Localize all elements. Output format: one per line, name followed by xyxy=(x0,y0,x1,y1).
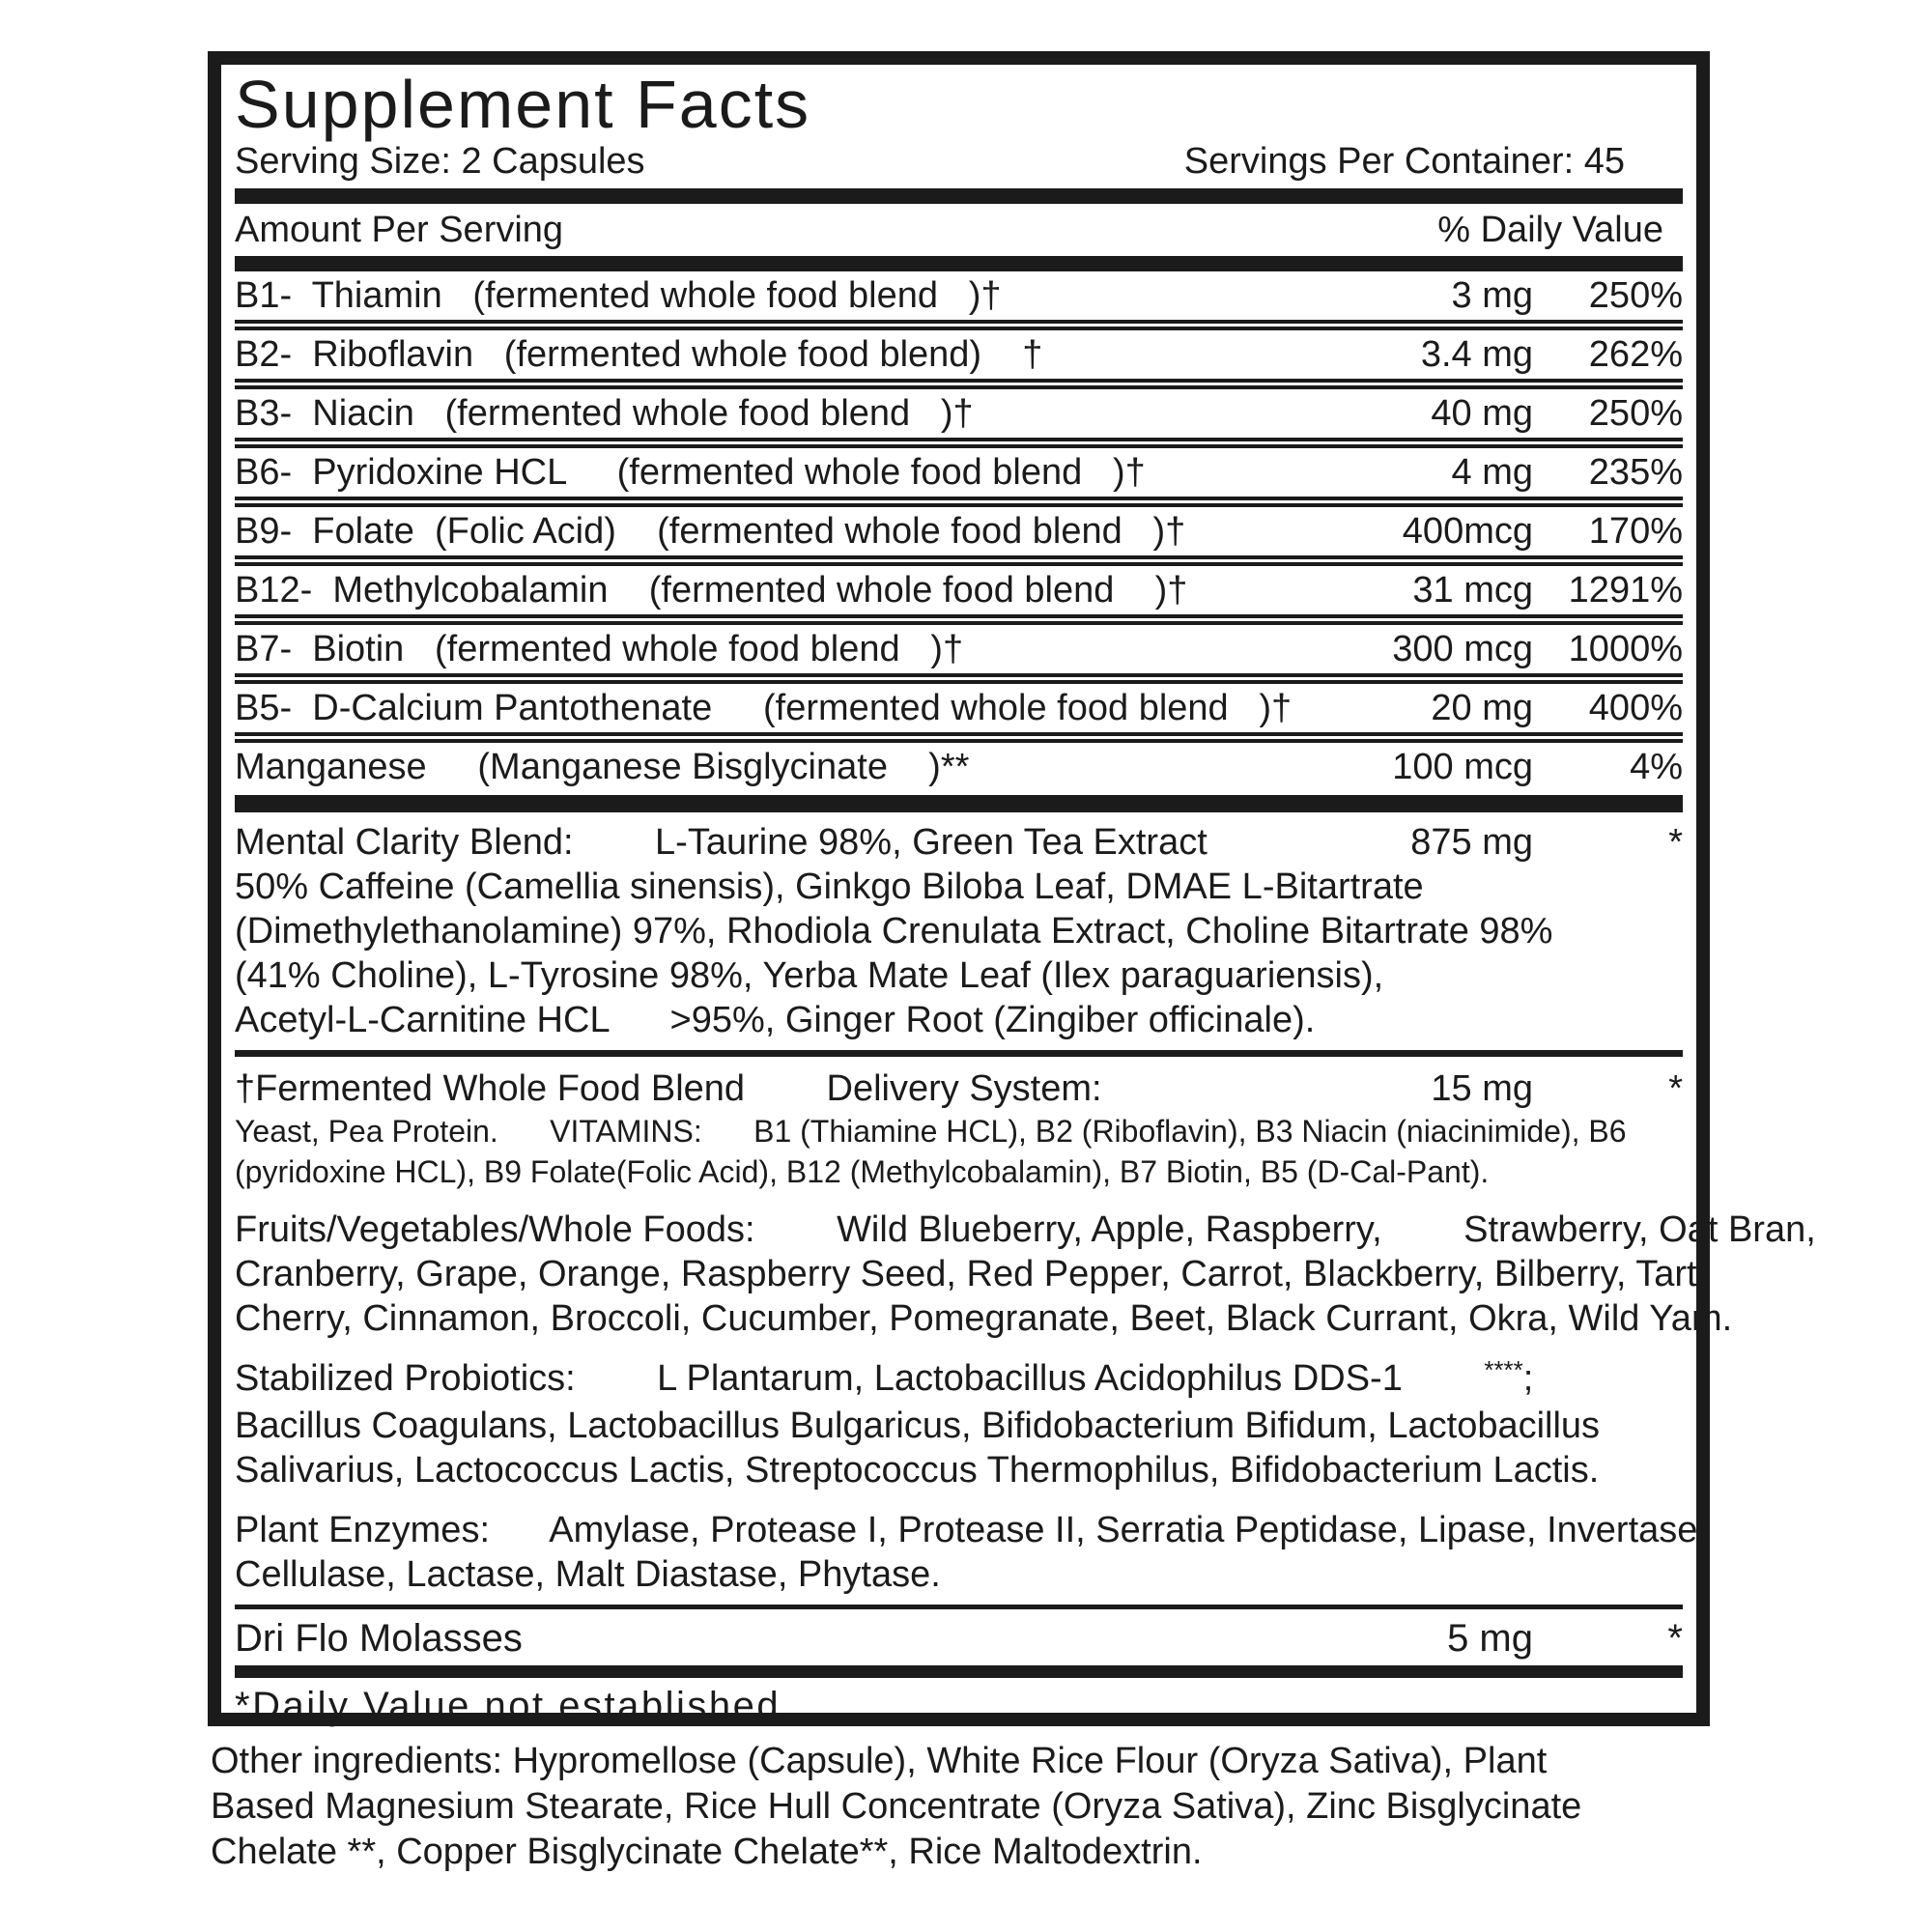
nutrient-amount: 31 mcg xyxy=(1412,570,1533,611)
nutrient-amount: 400mcg xyxy=(1402,511,1533,552)
divider-medium xyxy=(235,1050,1683,1057)
divider-double xyxy=(235,673,1683,684)
probiotics-header-line xyxy=(235,1356,1683,1404)
nutrient-daily-value: 1291% xyxy=(1568,570,1683,611)
blend-text-line: (pyridoxine HCL), B9 Folate(Folic Acid), B12 (Methylcobalamin), B7 Biotin, B5 (D-Cal-Pant). xyxy=(235,1154,1490,1189)
ingredient-text-line: Cherry, Cinnamon, Broccoli, Cucumber, Pomegranate, Beet, Black Currant, Okra, Wild Yam. xyxy=(235,1298,1733,1339)
table-row xyxy=(235,743,1683,791)
asterisks-superscript: **** xyxy=(1484,1355,1523,1384)
nutrient-amount: 300 mcg xyxy=(1392,629,1533,669)
ingredient-text-line: Bacillus Coagulans, Lactobacillus Bulgaricus, Bifidobacterium Bifidum, Lactobacillus xyxy=(235,1406,1601,1446)
fermented-blend-section xyxy=(235,1066,1683,1192)
nutrient-name: B7- Biotin (fermented whole food blend )† xyxy=(235,629,964,669)
divider-thick xyxy=(235,795,1683,812)
divider-thick xyxy=(235,1665,1683,1678)
divider-double xyxy=(235,320,1683,330)
nutrient-name: B3- Niacin (fermented whole food blend )† xyxy=(235,393,974,434)
blend-text-line: (Dimethylethanolamine) 97%, Rhodiola Crenulata Extract, Choline Bitartrate 98% xyxy=(235,911,1553,952)
ingredient-text-line: Cranberry, Grape, Orange, Raspberry Seed, Red Pepper, Carrot, Blackberry, Bilberry, Tart xyxy=(235,1254,1697,1294)
fruits-vegetables-section xyxy=(235,1208,1816,1341)
blend-header-row xyxy=(235,1066,1683,1111)
ingredient-text-line: Salivarius, Lactococcus Lactis, Streptococcus Thermophilus, Bifidobacterium Lactis. xyxy=(235,1450,1600,1491)
plant-enzymes-section xyxy=(235,1508,1708,1597)
nutrient-daily-value: 235% xyxy=(1588,452,1683,493)
other-ingredients-line: Based Magnesium Stearate, Rice Hull Concentrate (Oryza Sativa), Zinc Bisglycinate xyxy=(211,1786,1582,1827)
nutrient-name: B12- Methylcobalamin (fermented whole food blend )† xyxy=(235,570,1188,611)
nutrient-name: B1- Thiamin (fermented whole food blend )† xyxy=(235,275,1002,316)
nutrient-name: B9- Folate (Folic Acid) (fermented whole food blend )† xyxy=(235,511,1186,552)
nutrient-daily-value: 250% xyxy=(1588,393,1683,434)
nutrient-daily-value: 262% xyxy=(1588,334,1683,375)
nutrient-amount: 100 mcg xyxy=(1392,747,1533,787)
blend-amount: 15 mg xyxy=(1431,1068,1533,1109)
other-ingredients-section xyxy=(211,1739,1776,1875)
blend-name: †Fermented Whole Food Blend Delivery System: xyxy=(235,1068,1102,1109)
blend-name: Mental Clarity Blend: L-Taurine 98%, Green Tea Extract xyxy=(235,822,1208,863)
nutrient-amount: 3.4 mg xyxy=(1420,334,1533,375)
nutrient-daily-value: 1000% xyxy=(1568,629,1683,669)
nutrient-amount: 5 mg xyxy=(1447,1617,1533,1660)
table-row xyxy=(235,507,1683,555)
ingredient-text-line: Cellulase, Lactase, Malt Diastase, Phytase. xyxy=(235,1554,941,1595)
nutrient-name: Manganese (Manganese Bisglycinate )** xyxy=(235,747,970,787)
nutrient-name: B2- Riboflavin (fermented whole food blend) † xyxy=(235,334,1043,375)
serving-row xyxy=(235,140,1683,183)
serving-size: Serving Size: 2 Capsules xyxy=(235,141,645,182)
nutrient-name: B5- D-Calcium Pantothenate (fermented whole food blend )† xyxy=(235,688,1293,728)
panel-title: Supplement Facts xyxy=(235,67,811,142)
divider-double xyxy=(235,497,1683,507)
divider-thick xyxy=(235,256,1683,271)
other-ingredients-line: Other ingredients: Hypromellose (Capsule), White Rice Flour (Oryza Sativa), Plant xyxy=(211,1741,1548,1781)
nutrient-amount: 3 mg xyxy=(1451,275,1533,316)
amount-per-serving-header: Amount Per Serving xyxy=(235,210,564,250)
table-row xyxy=(235,330,1683,379)
nutrient-daily-value: 250% xyxy=(1588,275,1683,316)
blend-daily-value: * xyxy=(1668,1068,1683,1109)
divider-double xyxy=(235,379,1683,389)
divider-double xyxy=(235,555,1683,566)
table-row xyxy=(235,684,1683,732)
nutrient-daily-value: 170% xyxy=(1588,511,1683,552)
nutrient-daily-value: 4% xyxy=(1630,747,1683,787)
table-row xyxy=(235,389,1683,438)
divider-double xyxy=(235,438,1683,448)
blend-text-line: (41% Choline), L-Tyrosine 98%, Yerba Mate Leaf (Ilex paraguariensis), xyxy=(235,955,1384,996)
nutrient-name: B6- Pyridoxine HCL (fermented whole food blend )† xyxy=(235,452,1146,493)
table-row xyxy=(235,625,1683,673)
mental-clarity-blend-section xyxy=(235,820,1683,1042)
nutrient-amount: 20 mg xyxy=(1431,688,1533,728)
blend-text-line: Yeast, Pea Protein. VITAMINS: B1 (Thiamine HCL), B2 (Riboflavin), B3 Niacin (niacinimide), B6 xyxy=(235,1114,1627,1149)
other-ingredients-line: Chelate **, Copper Bisglycinate Chelate**, Rice Maltodextrin. xyxy=(211,1832,1203,1872)
blend-text-line: 50% Caffeine (Camellia sinensis), Ginkgo Biloba Leaf, DMAE L-Bitartrate xyxy=(235,867,1424,907)
divider-double xyxy=(235,614,1683,625)
daily-value-footnote: *Daily Value not established. xyxy=(235,1685,794,1727)
nutrient-daily-value: 400% xyxy=(1588,688,1683,728)
divider-thick xyxy=(235,188,1683,204)
blend-amount: 875 mg xyxy=(1410,822,1533,863)
nutrient-amount: 40 mg xyxy=(1431,393,1533,434)
probiotics-text: Stabilized Probiotics: L Plantarum, Lactobacillus Acidophilus DDS-1 xyxy=(235,1358,1485,1399)
supplement-facts-panel xyxy=(208,51,1816,1727)
blend-text-line: Acetyl-L-Carnitine HCL >95%, Ginger Root (Zingiber officinale). xyxy=(235,1000,1316,1040)
nutrient-daily-value: * xyxy=(1667,1617,1683,1660)
blend-daily-value: * xyxy=(1668,822,1683,863)
column-header-row xyxy=(235,204,1683,256)
daily-value-header: % Daily Value xyxy=(1437,210,1663,250)
ingredient-text-line: Plant Enzymes: Amylase, Protease I, Protease II, Serratia Peptidase, Lipase, Invertase, xyxy=(235,1510,1708,1550)
ingredient-text-line: Fruits/Vegetables/Whole Foods: Wild Blueberry, Apple, Raspberry, Strawberry, Oat Bran, xyxy=(235,1209,1816,1250)
nutrient-name: Dri Flo Molasses xyxy=(235,1617,523,1660)
servings-per-container: Servings Per Container: 45 xyxy=(1183,141,1625,182)
blend-header-row xyxy=(235,820,1683,865)
table-row xyxy=(235,1609,1683,1665)
table-row xyxy=(235,448,1683,497)
nutrient-amount: 4 mg xyxy=(1451,452,1533,493)
probiotics-tail: ; xyxy=(1522,1358,1534,1399)
probiotics-section xyxy=(235,1356,1683,1492)
table-row xyxy=(235,271,1683,320)
divider-double xyxy=(235,732,1683,743)
table-row xyxy=(235,566,1683,614)
